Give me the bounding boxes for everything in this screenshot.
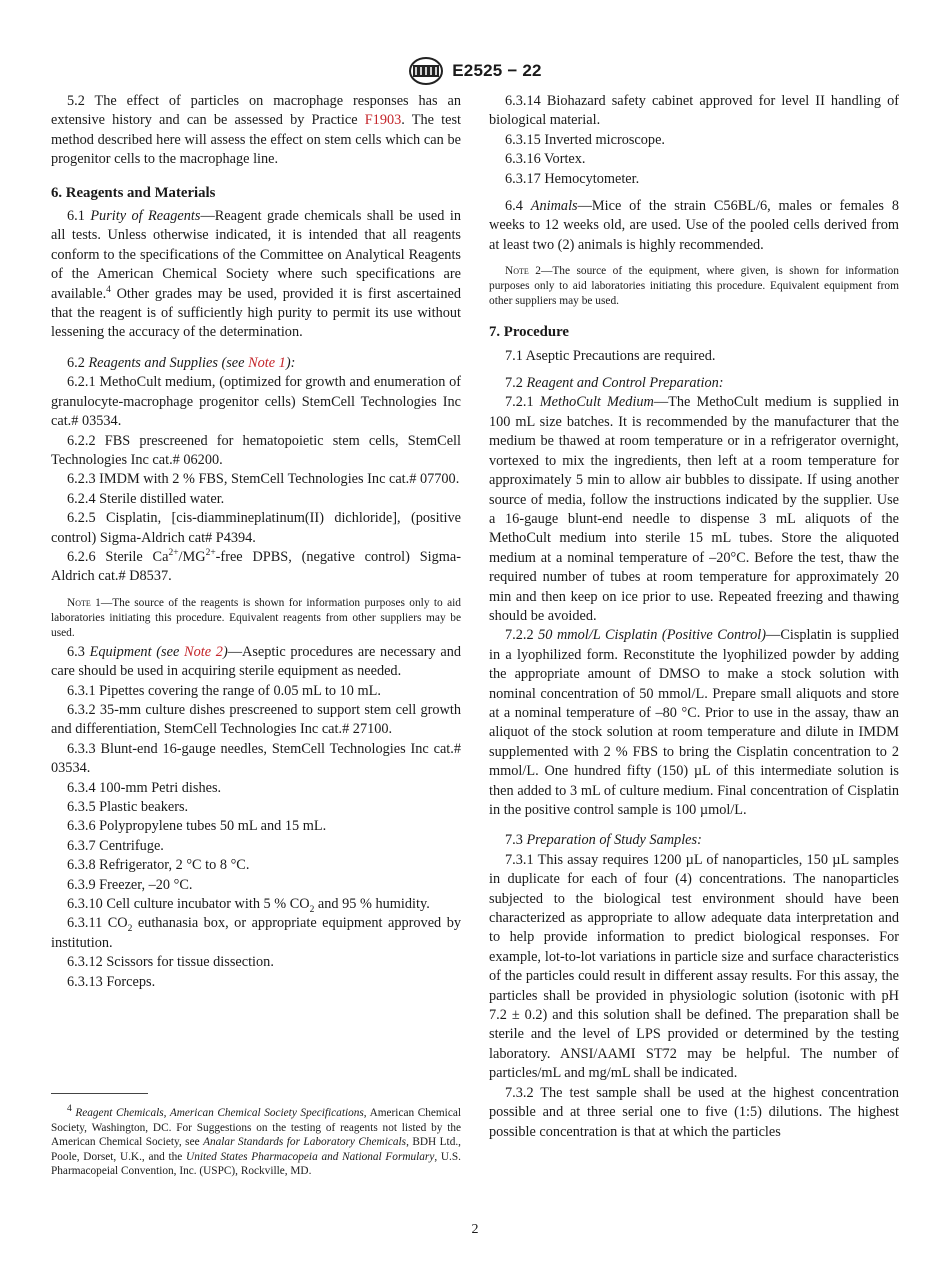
paragraph-6-4: 6.4 Animals—Mice of the strain C56BL/6, males or females 8 weeks to 12 weeks old, are used. Use of the pooled cells derived from at least two (2) animals is highly recommended. xyxy=(489,198,900,253)
paragraph-6-2-6: 6.2.6 Sterile $Ca^{2+}/MG^{2+}$-free DPBS, (negative control) Sigma-Aldrich cat.# D8537. xyxy=(51,548,461,585)
paragraph-7-2-2: 7.2.2 50 mmol/L Cisplatin (Positive Control)—Cisplatin is supplied in a lyophilized form. Reconstitute the lyophilized powder by adding the appropriate amount of DMSO to make a stock solution with nominal concentration of 50 mmol/L. Prepare small aliquots and store at a nominal temperature of –80 °C. Prior to use in the assay, thaw an aliquot of the stock solution at room temperature and dilute in IMDM supplemented with 2 % FBS to bring the Cisplatin concentration to 2 mmol/L. One hundred fifty (150) µL of this intermediate solution is then added to 3 mL of culture medium. Final concentration of Cisplatin in the positive control sample is 100 µmol/L. xyxy=(489,627,900,818)
paragraph-6-3-14: 6.3.14 Biohazard safety cabinet approved for level II handling of biological material. xyxy=(489,93,899,129)
paragraph-6-1: 6.1 Purity of Reagents—Reagent grade chemicals shall be used in all tests. Unless otherwise indicated, it is intended that all reagents conform to the specifications of the Committee on Analytical Reagents of the American Chemical Society where such specifications are available.$^4$ Other grades may be used, provided it is first ascertained that the reagent is of sufficiently high purity to permit its use without lessening the accuracy of the determination. xyxy=(51,208,461,341)
footnote-divider xyxy=(51,1093,148,1094)
paragraph-7-3-2: 7.3.2 The test sample shall be used at the highest concentration possible and at three serial one to five (1:5) dilutions. The highest possible concentration is that at which the particles xyxy=(489,1084,899,1140)
paragraph-7-2: 7.2 Reagent and Control Preparation: xyxy=(505,375,724,392)
paragraph-6-3-7: 6.3.7 Centrifuge. xyxy=(67,837,164,854)
document-id: E2525 − 22 xyxy=(452,61,542,80)
right-column xyxy=(489,92,899,1142)
paragraph-6-2-3: 6.2.3 IMDM with 2 % FBS, StemCell Technologies Inc cat.# 07700. xyxy=(67,471,460,488)
paragraph-6-3-3: 6.3.3 Blunt-end 16-gauge needles, StemCell Technologies Inc cat.# 03534. xyxy=(51,740,461,777)
link-note-2[interactable]: Note 2 xyxy=(184,643,223,660)
note-1: Note 1—The source of the reagents is shown for information purposes only to aid laboratories initiating this procedure. Equivalent reagents from other suppliers may be used. xyxy=(51,596,461,639)
footnote-ref-4[interactable]: 4 xyxy=(106,284,111,295)
paragraph-7-1: 7.1 Aseptic Precautions are required. xyxy=(505,347,716,364)
paragraph-6-3-12: 6.3.12 Scissors for tissue dissection. xyxy=(67,954,274,971)
paragraph-5-2: 5.2 The effect of particles on macrophage responses has an extensive history and can be assessed by Practice F1903. The test method described here will assess the effect on stem cells which can be progenitor cells to the macrophage line. xyxy=(51,93,461,168)
paragraph-6-3: 6.3 Equipment (see Note 2)—Aseptic procedures are necessary and care should be used in acquiring sterile equipment as needed. xyxy=(51,643,461,680)
paragraph-6-3-8: 6.3.8 Refrigerator, 2 °C to 8 °C. xyxy=(67,857,250,874)
note-2: Note 2—The source of the equipment, where given, is shown for information purposes only to aid laboratories initiating this procedure. Equivalent equipment from other suppliers may be used. xyxy=(489,265,899,308)
paragraph-6-3-10: 6.3.10 Cell culture incubator with 5 % $CO_2$ and 95 % humidity. xyxy=(67,896,430,915)
paragraph-6-3-1: 6.3.1 Pipettes covering the range of 0.05 mL to 10 mL. xyxy=(67,682,381,699)
paragraph-6-3-13: 6.3.13 Forceps. xyxy=(67,973,156,990)
page-header xyxy=(0,56,950,91)
paragraph-6-2-1: 6.2.1 MethoCult medium, (optimized for growth and enumeration of granulocyte-macrophage progenitor cells) StemCell Technologies Inc cat.# 03534. xyxy=(51,374,461,430)
paragraph-6-2-2: 6.2.2 FBS prescreened for hematopoietic stem cells, StemCell Technologies Inc cat.# 06200. xyxy=(51,432,461,468)
paragraph-6-3-9: 6.3.9 Freezer, –20 °C. xyxy=(67,876,193,893)
section-7-heading: 7. Procedure xyxy=(489,324,569,341)
paragraph-6-3-15: 6.3.15 Inverted microscope. xyxy=(505,131,665,148)
paragraph-7-3-1: 7.3.1 This assay requires 1200 µL of nanoparticles, 150 µL samples in duplicate for each of four (4) concentrations. The nanoparticles subjected to the biological test environment should have been characterized as appropriate to allow adequate data interpretation and to help provide information to predict biological responses. For example, lot-to-lot variations in particle size and surface characteristics of the particles could result in different assay results. For this assay, the particles shall be provided in physiologic solution (isotonic with pH 7.2 ± 0.2) and this solution shall be defined. The preparation shall be sterile and the level of LPS provided or determined by the testing laboratory. ANSI/AAMI ST72 may be helpful. The number of particles/mL and mg/mL shall be indicated. xyxy=(489,851,899,1082)
link-note-1[interactable]: Note 1 xyxy=(248,354,286,371)
paragraph-6-3-5: 6.3.5 Plastic beakers. xyxy=(67,799,189,815)
paragraph-7-2-1: 7.2.1 MethoCult Medium—The MethoCult medium is supplied in 100 mL size batches. It is recommended by the manufacturer that the medium be thawed at room temperature or in a refrigerator overnight, vortexed to mix the ingredients, then left at a room temperature for approximately 5 min to allow air bubbles to dissipate. If using another source of media, follow the instructions indicated by the supplier. Use a 16-gauge blunt-end needle to dispense 3 mL aliquots of the MethoCult medium into sterile 15 mL tubes. Store the aliquoted medium at a nominal temperature of –20°C. Before the test, thaw the required number of tubes at room temperature for approximately 20 min and then keep on ice prior to use. Repeated freezing and thawing should be avoided. xyxy=(489,394,899,624)
paragraph-7-3: 7.3 Preparation of Study Samples: xyxy=(505,832,702,849)
link-f1903[interactable]: F1903 xyxy=(364,112,402,129)
paragraph-6-3-11: 6.3.11 $CO_2$ euthanasia box, or appropriate equipment approved by institution. xyxy=(51,915,461,951)
astm-logo-icon xyxy=(408,56,444,86)
paragraph-6-3-6: 6.3.6 Polypropylene tubes 50 mL and 15 mL. xyxy=(67,818,327,835)
page-number: 2 xyxy=(471,1222,479,1237)
footnote-4: $^4$ Reagent Chemicals, American Chemical Society Specifications, American Chemical Society, Washington, DC. For Suggestions on the testing of reagents not listed by the American Chemical Society, see Analar Standards for Laboratory Chemicals, BDH Ltd., Poole, Dorset, U.K., and the United States Pharmacopeia and National Formulary, U.S. Pharmacopeial Convention, Inc. (USPC), Rockville, MD. xyxy=(51,1104,461,1178)
paragraph-6-2-5: 6.2.5 Cisplatin, [cis-diammineplatinum(II) dichloride], (positive control) Sigma-Aldrich cat# P4394. xyxy=(51,510,461,546)
paragraph-6-3-2: 6.3.2 35-mm culture dishes prescreened to support stem cell growth and differentiation, StemCell Technologies Inc cat.# 27100. xyxy=(51,701,461,738)
paragraph-6-3-4: 6.3.4 100-mm Petri dishes. xyxy=(67,779,222,796)
paragraph-6-3-16: 6.3.16 Vortex. xyxy=(505,151,586,168)
left-column xyxy=(51,92,461,992)
paragraph-6-3-17: 6.3.17 Hemocytometer. xyxy=(505,170,640,187)
paragraph-6-2-4: 6.2.4 Sterile distilled water. xyxy=(67,490,225,507)
section-6-heading: 6. Reagents and Materials xyxy=(51,184,216,201)
paragraph-6-2: 6.2 Reagents and Supplies (see Note 1): xyxy=(67,354,296,371)
